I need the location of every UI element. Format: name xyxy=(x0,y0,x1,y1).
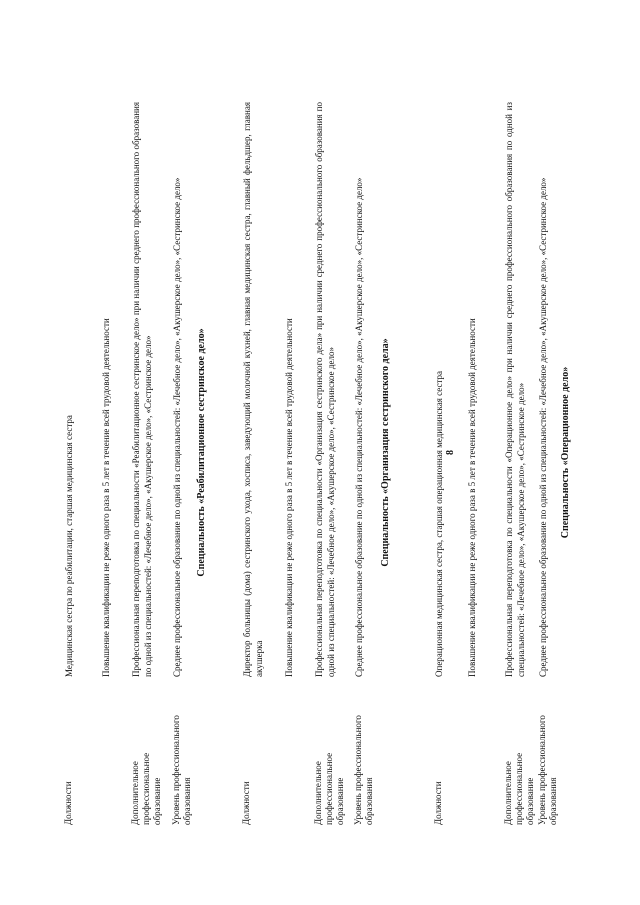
row-label: Дополнительное профессиональное образование xyxy=(503,752,535,825)
row-label: Уровень профессионального образования xyxy=(171,715,192,825)
row-label: Дополнительное профессиональное образование xyxy=(130,752,162,825)
section-heading-rehabilitation: Специальность «Реабилитационное сестринское дело» xyxy=(196,328,207,577)
row-value: Профессиональная переподготовка по специальности «Операционное дело» при наличии среднего профессионального образования по одной из специальностей: «Лечебное дело», «Акушерское дело», «Сестринское дело» xyxy=(504,102,526,677)
row-label: Уровень профессионального образования xyxy=(353,715,374,825)
row-value: Повышение квалификации не реже одного раза в 5 лет в течение всей трудовой деятельности xyxy=(467,318,477,677)
row-label: Должности xyxy=(241,781,251,825)
row-value: Профессиональная переподготовка по специальности «Реабилитационное сестринское дело» при наличии среднего профессионального образования по одной из специальностей: «Лечебное дело», «Акушерское дело», «Сестринское дело» xyxy=(131,102,153,677)
row-value: Медицинская сестра по реабилитации, старшая медицинская сестра xyxy=(64,415,74,677)
row-label: Уровень профессионального образования xyxy=(537,715,558,825)
row-value: Повышение квалификации не реже одного раза в 5 лет в течение всей трудовой деятельности xyxy=(101,318,111,677)
row-value: Повышение квалификации не реже одного раза в 5 лет в течение всей трудовой деятельности xyxy=(284,318,294,677)
row-value: Профессиональная переподготовка по специальности «Организация сестринского дела» при наличии среднего профессионального образования по одной из специальностей: «Лечебное дело», «Акушерское дело», «Сестринское дело» xyxy=(314,102,336,677)
row-value: Среднее профессиональное образование по одной из специальностей: «Лечебное дело», «Акушерское дело», «Сестринское дело» xyxy=(172,177,182,677)
section-heading-nursing-organization: Специальность «Организация сестринского дела» xyxy=(380,338,391,567)
row-label: Дополнительное профессиональное образование xyxy=(313,752,345,825)
row-value: Операционная медицинская сестра, старшая операционная медицинская сестра xyxy=(434,370,444,677)
row-value: Среднее профессиональное образование по одной из специальностей: «Лечебное дело», «Акушерское дело», «Сестринское дело» xyxy=(354,177,364,677)
page-number: 8 xyxy=(445,450,456,455)
section-heading-operational: Специальность «Операционное дело» xyxy=(560,366,571,539)
row-label: Должности xyxy=(433,781,443,825)
row-label: Должности xyxy=(63,781,73,825)
row-value: Среднее профессиональное образование по одной из специальностей: «Лечебное дело», «Акушерское дело», «Сестринское дело» xyxy=(538,177,548,677)
row-value: Директор больницы (дома) сестринского ухода, хосписа, заведующий молочной кухней, главная медицинская сестра, главный фельдшер, главная акушерка xyxy=(242,102,264,677)
